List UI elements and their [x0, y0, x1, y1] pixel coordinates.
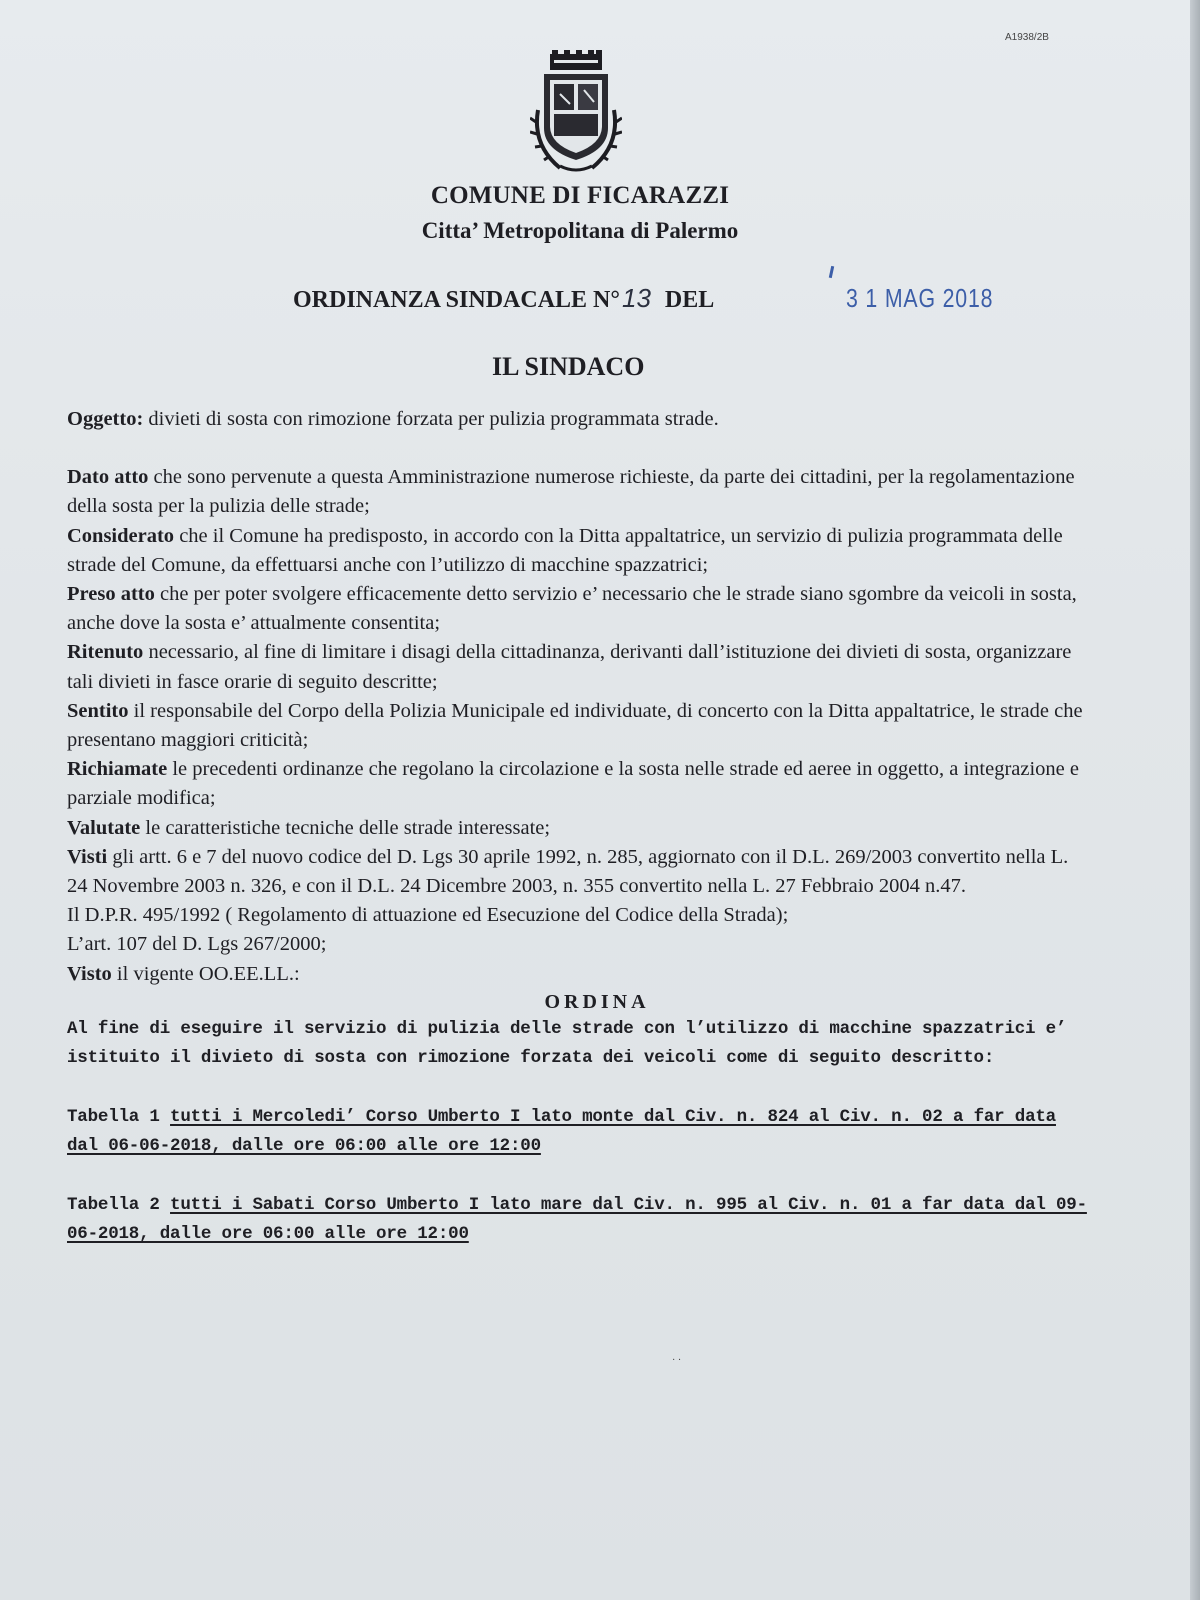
ordinance-number: 13: [621, 283, 651, 313]
recital-text: Il D.P.R. 495/1992 ( Regolamento di attuazione ed Esecuzione del Codice della Strada);: [67, 904, 789, 927]
recital-keyword: Ritenuto: [67, 641, 144, 664]
tabella-item: [67, 1191, 1087, 1249]
ordinance-label: ORDINANZA SINDACALE N°: [293, 287, 620, 313]
tabella-text: tutti i Mercoledi’ Corso Umberto I lato monte dal Civ. n. 824 al Civ. n. 02 a far data dal 06-06-2018, dalle ore 06:00 alle ore 12:00: [67, 1106, 1056, 1156]
ordina-intro: Al fine di eseguire il servizio di pulizia delle strade con l’utilizzo di macchine spazzatrici e’ istituito il divieto di sosta con rimozione forzata dei veicoli come di seguito descritto:: [67, 1018, 1067, 1068]
subject-line: [67, 405, 1087, 434]
recital-text: che il Comune ha predisposto, in accordo con la Ditta appaltatrice, un servizio di pulizia programmata delle strade del Comune, da effettuarsi anche con l’utilizzo di macchine spazzatrici;: [67, 524, 1063, 576]
recital: [67, 755, 1087, 813]
document-code: A1938/2B: [1005, 32, 1049, 43]
recital: [67, 463, 1087, 521]
municipality-title: COMUNE DI FICARAZZI: [430, 182, 730, 209]
tabella-label: Tabella 1: [67, 1106, 171, 1127]
stamp-mark: [829, 266, 834, 278]
recital-keyword: Valutate: [67, 816, 141, 839]
recital-text: che sono pervenute a questa Amministrazione numerose richieste, da parte dei cittadini, per la regolamentazione della sosta per la pulizia delle strade;: [67, 466, 1075, 518]
ordina-heading: ORDINA: [544, 990, 650, 1013]
recital: [67, 901, 1087, 930]
recital-text: il vigente OO.EE.LL.:: [111, 962, 300, 985]
tabella-item: [67, 1103, 1087, 1161]
recital-text: gli artt. 6 e 7 del nuovo codice del D. Lgs 30 aprile 1992, n. 285, aggiornato con il D.L. 269/2003 convertito nella L. 24 Novembre 2003 n. 326, e con il D.L. 24 Dicembre 2003, n. 355 convertito nella L. 27 Febbraio 2004 n.47.: [67, 845, 1069, 898]
recital-keyword: Sentito: [67, 699, 129, 722]
recital-keyword: Preso atto: [67, 583, 155, 606]
tabella-label: Tabella 2: [67, 1194, 171, 1215]
paper-speck: · ·: [672, 1355, 682, 1366]
metro-city-subtitle: Citta’ Metropolitana di Palermo: [421, 218, 739, 243]
recital-text: che per poter svolgere efficacemente detto servizio e’ necessario che le strade siano sgombre da veicoli in sosta, anche dove la sosta e’ attualmente consentita;: [67, 583, 1077, 635]
recital-keyword: Considerato: [67, 524, 175, 547]
subject-text: divieti di sosta con rimozione forzata per pulizia programmata strade.: [143, 408, 719, 430]
municipal-crest-icon: [530, 50, 622, 175]
ordinance-title: [293, 283, 714, 314]
date-stamp: 3 1 MAG 2018: [846, 283, 994, 313]
document-body: [67, 405, 1087, 1249]
tabella-text: tutti i Sabati Corso Umberto I lato mare dal Civ. n. 995 al Civ. n. 01 a far data dal 09-06-2018, dalle ore 06:00 alle ore 12:00: [67, 1194, 1087, 1244]
recital-text: L’art. 107 del D. Lgs 267/2000;: [67, 933, 327, 956]
page-edge-shadow: [1190, 0, 1200, 1600]
recital-text: il responsabile del Corpo della Polizia Municipale ed individuate, di concerto con la Ditta appaltatrice, le strade che presentano maggiori criticità;: [67, 699, 1083, 752]
recital: [67, 960, 1087, 989]
recital: [67, 843, 1087, 901]
recital: [67, 580, 1087, 638]
recital: [67, 814, 1087, 843]
recital-text: le precedenti ordinanze che regolano la circolazione e la sosta nelle strade ed aeree in oggetto, a integrazione e parziale modifica;: [67, 758, 1079, 810]
recital-keyword: Dato atto: [67, 466, 149, 489]
recital: [67, 522, 1087, 580]
authority-heading: IL SINDACO: [492, 352, 645, 381]
recital-keyword: Visti: [67, 845, 108, 868]
recital: [67, 697, 1087, 755]
recital-keyword: Visto: [67, 962, 112, 985]
recital-keyword: Richiamate: [67, 758, 168, 781]
recital: [67, 930, 1087, 959]
subject-label: Oggetto:: [67, 408, 144, 430]
ordinance-del-label: DEL: [664, 287, 715, 313]
recital-text: necessario, al fine di limitare i disagi della cittadinanza, derivanti dall’istituzione dei divieti di sosta, organizzare tali divieti in fasce orarie di seguito descritte;: [67, 641, 1072, 693]
recital-text: le caratteristiche tecniche delle strade interessate;: [140, 816, 551, 839]
recital: [67, 638, 1087, 696]
